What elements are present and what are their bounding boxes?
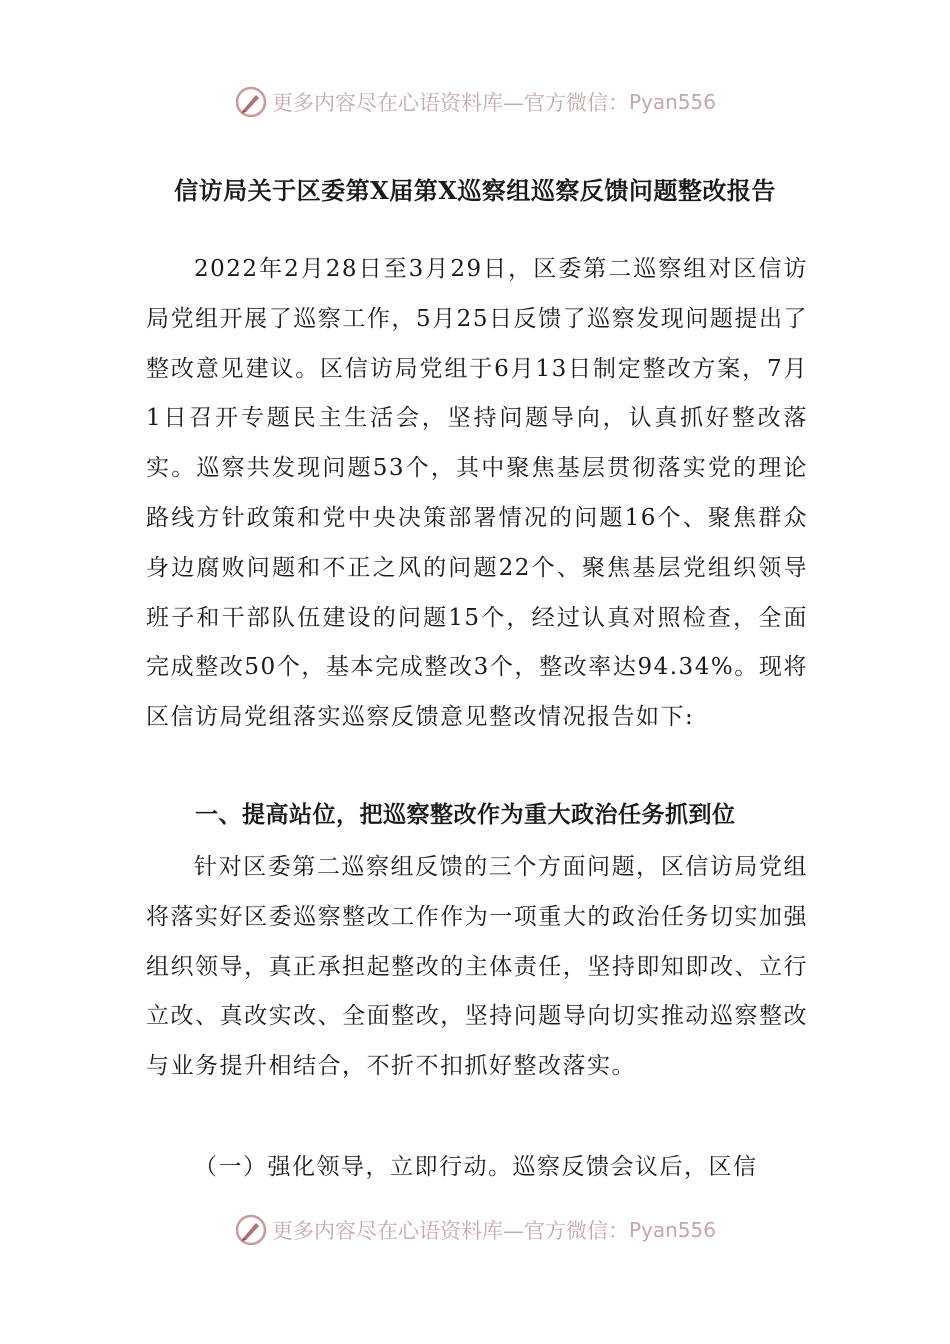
paragraph-intro: 2022年2月28日至3月29日，区委第二巡察组对区信访局党组开展了巡察工作，5月25日反馈了巡察发现问题提出了整改意见建议。区信访局党组于6月13日制定整改方案，7月1日召开专题民主生活会，坚持问题导向，认真抓好整改落实。巡察共发现问题53个，其中聚焦基层贯彻落实党的理论路线方针政策和党中央决策部署情况的问题16个、聚焦群众身边腐败问题和不正之风的问题22个、聚焦基层党组织领导班子和干部队伍建设的问题15个，经过认真对照检查，全面完成整改50个，基本完成整改3个，整改率达94.34%。现将区信访局党组落实巡察反馈意见整改情况报告如下: bbox=[146, 256, 808, 731]
watermark-handle: Pyan556 bbox=[628, 1218, 716, 1242]
pen-circle-logo-icon bbox=[234, 1213, 268, 1247]
watermark-text: 更多内容尽在心语资料库—官方微信： bbox=[271, 1219, 629, 1243]
watermark-handle: Pyan556 bbox=[628, 90, 716, 114]
section-heading-1: 一、提高站位，把巡察整改作为重大政治任务抓到位 bbox=[195, 802, 736, 828]
watermark-header bbox=[0, 82, 950, 122]
pen-circle-logo-icon bbox=[234, 85, 268, 119]
document-title: 信访局关于区委第X届第X巡察组巡察反馈问题整改报告 bbox=[174, 176, 776, 205]
paragraph-section-1: 针对区委第二巡察组反馈的三个方面问题，区信访局党组将落实好区委巡察整改工作作为一项重大的政治任务切实加强组织领导，真正承担起整改的主体责任，坚持即知即改、立行立改、真改实改、全面整改，坚持问题导向切实推动巡察整改与业务提升相结合，不折不扣抓好整改落实。 bbox=[146, 854, 808, 1080]
watermark-footer bbox=[0, 1210, 950, 1250]
watermark-text: 更多内容尽在心语资料库—官方微信： bbox=[271, 91, 629, 115]
paragraph-subsection-1: （一）强化领导，立即行动。巡察反馈会议后，区信 bbox=[194, 1154, 758, 1180]
